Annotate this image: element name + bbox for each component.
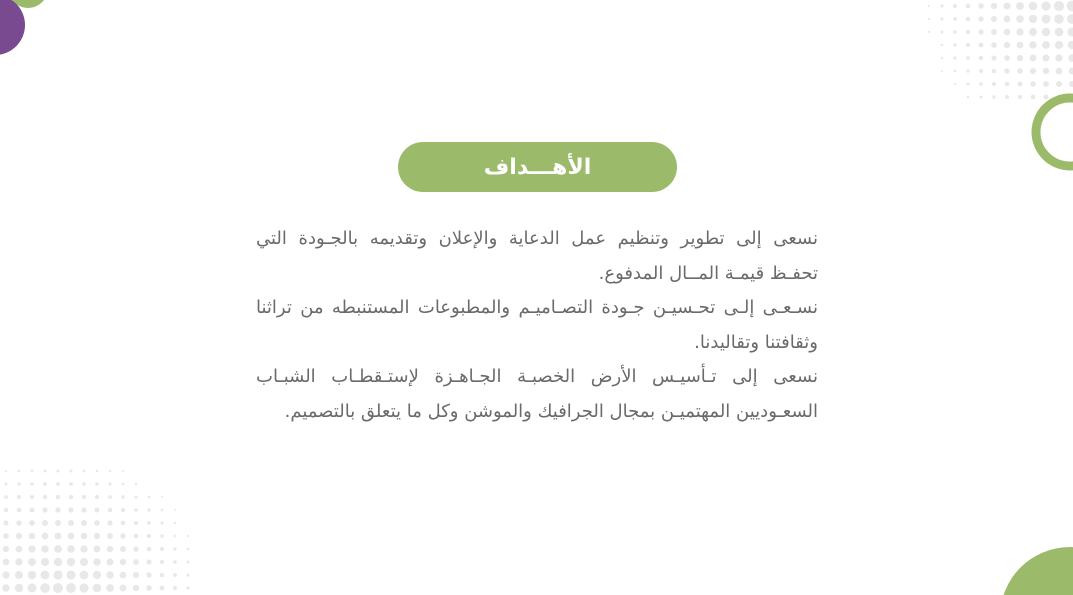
dot <box>29 507 34 512</box>
dot <box>928 18 930 20</box>
dot <box>108 482 111 485</box>
dot <box>93 558 101 566</box>
dot <box>83 470 86 473</box>
dot <box>57 470 60 473</box>
dot <box>42 507 47 512</box>
dot <box>94 520 100 526</box>
section-title-pill <box>398 142 677 192</box>
dot <box>68 520 74 526</box>
dot <box>978 3 983 8</box>
dot <box>173 573 177 577</box>
dot <box>978 29 983 34</box>
dot <box>29 520 35 526</box>
dot <box>44 470 47 473</box>
dot <box>1029 15 1037 23</box>
dot <box>134 534 139 539</box>
dot <box>55 507 60 512</box>
ring-decoration-right <box>1028 90 1073 175</box>
dot <box>28 571 37 580</box>
dot <box>991 55 996 60</box>
dot <box>134 508 138 512</box>
dot <box>161 496 163 498</box>
dot <box>174 522 177 525</box>
dot <box>121 495 125 499</box>
dot <box>41 558 49 566</box>
dot <box>17 482 20 485</box>
dot <box>134 521 138 525</box>
dot <box>134 495 137 498</box>
objective-paragraph: نسـعـى إلـى تحـسيـن جـودة التصـاميـم والمطبوعات المستنبطه من تراثنا وثقافتنا وتقاليدنا. <box>256 297 818 353</box>
dot <box>30 482 34 486</box>
dot <box>1056 68 1063 75</box>
dot <box>966 4 971 9</box>
dot <box>1004 29 1011 36</box>
dot <box>966 43 970 47</box>
dot <box>173 586 177 590</box>
dot <box>54 558 62 566</box>
dot <box>119 584 126 591</box>
dot <box>979 82 983 86</box>
dot <box>28 558 36 566</box>
dot <box>120 572 127 579</box>
dot <box>1068 41 1073 49</box>
dot <box>1018 95 1022 99</box>
dot <box>66 570 75 579</box>
dot <box>4 495 8 499</box>
dot <box>67 545 75 553</box>
dot <box>979 43 984 48</box>
dot <box>967 83 970 86</box>
dot <box>1043 81 1049 87</box>
dot <box>69 495 73 499</box>
dot <box>27 583 36 592</box>
dot <box>133 572 139 578</box>
dot <box>187 561 190 564</box>
dot <box>95 508 100 513</box>
dot <box>187 548 190 551</box>
objectives-text <box>256 222 818 429</box>
dot <box>3 533 9 539</box>
dot <box>160 586 165 591</box>
dot <box>81 520 87 526</box>
dot <box>18 470 21 473</box>
dot <box>1069 68 1073 75</box>
dot <box>941 57 943 59</box>
dot <box>17 495 21 499</box>
dot <box>954 83 956 85</box>
dot <box>953 4 957 8</box>
dot <box>66 583 76 593</box>
dot <box>1029 41 1036 48</box>
dot <box>173 560 177 564</box>
dot <box>1042 54 1049 61</box>
dot <box>108 495 112 499</box>
dot <box>79 583 88 592</box>
dot <box>96 470 99 473</box>
dot <box>1068 54 1073 62</box>
dot <box>146 572 151 577</box>
dot <box>992 95 996 99</box>
dot <box>1004 68 1009 73</box>
dot <box>41 545 49 553</box>
dot <box>148 496 151 499</box>
dot <box>122 483 125 486</box>
dot <box>94 546 101 553</box>
dot <box>991 3 997 9</box>
dot <box>967 96 969 98</box>
dot <box>991 29 997 35</box>
dot <box>1017 42 1024 49</box>
dot <box>4 482 7 485</box>
dot <box>1043 68 1049 74</box>
dot <box>109 470 111 472</box>
dot <box>106 558 113 565</box>
dot <box>1067 27 1073 36</box>
dot <box>69 482 73 486</box>
dot <box>1016 28 1023 35</box>
dot <box>80 545 87 552</box>
dot <box>121 521 126 526</box>
dot <box>56 482 60 486</box>
dot <box>186 573 189 576</box>
dot <box>966 56 970 60</box>
dot <box>1029 2 1038 11</box>
dot <box>147 534 151 538</box>
dot <box>953 30 957 34</box>
dot <box>1017 68 1023 74</box>
dot <box>121 508 125 512</box>
dot <box>55 520 61 526</box>
dot <box>953 17 957 21</box>
dot <box>187 535 189 537</box>
objective-paragraph: نسعى إلى تـأسيـس الأرض الخصبـة الجـاهـزة لإستـقطـاب الشبـاب السعـوديين المهتميـن بمجال الجرافيك والموشن وكل ما يتعلق بالتصميم. <box>256 366 818 422</box>
dot <box>93 571 101 579</box>
dot <box>991 16 997 22</box>
dot <box>173 547 176 550</box>
dot <box>107 520 112 525</box>
dot <box>16 533 22 539</box>
dot <box>135 483 137 485</box>
dot <box>1016 15 1024 23</box>
dot <box>941 31 944 34</box>
dot <box>93 584 102 593</box>
dot <box>147 547 152 552</box>
dot-pattern-bottom-left <box>0 465 190 595</box>
dot <box>94 533 100 539</box>
corner-decoration-top-left <box>0 0 60 70</box>
dot <box>133 559 139 565</box>
dot <box>42 533 49 540</box>
dot <box>1017 55 1023 61</box>
dot <box>1067 1 1073 12</box>
dot <box>992 69 997 74</box>
dot <box>42 520 48 526</box>
dot <box>28 545 35 552</box>
dot <box>29 533 36 540</box>
dot <box>68 533 75 540</box>
dot <box>133 546 138 551</box>
dot <box>1003 2 1010 9</box>
dot <box>106 584 114 592</box>
dot <box>43 482 47 486</box>
dot <box>147 508 150 511</box>
dot <box>160 573 165 578</box>
dot <box>992 82 996 86</box>
dot <box>991 42 997 48</box>
dot <box>5 470 7 472</box>
dot <box>106 571 114 579</box>
dot <box>174 509 176 511</box>
dot <box>1004 42 1010 48</box>
dot <box>2 584 10 592</box>
dot <box>1041 1 1050 10</box>
dot <box>928 31 930 33</box>
dot <box>30 495 34 499</box>
dot <box>1029 28 1037 36</box>
dot <box>966 17 971 22</box>
dot <box>120 533 125 538</box>
dot <box>82 495 86 499</box>
dot <box>31 470 34 473</box>
dot <box>67 558 75 566</box>
dot <box>1054 14 1064 24</box>
dot <box>1041 14 1050 23</box>
corner-decoration-bottom-right <box>998 545 1073 595</box>
dot <box>53 583 63 593</box>
dot <box>953 56 956 59</box>
dot <box>2 571 9 578</box>
dot <box>107 533 113 539</box>
dot <box>95 482 98 485</box>
dot <box>174 535 177 538</box>
dot <box>95 495 99 499</box>
dot <box>68 507 73 512</box>
dot <box>81 533 88 540</box>
dot <box>120 559 126 565</box>
dot <box>940 17 943 20</box>
dot <box>161 509 164 512</box>
dot <box>1067 14 1073 24</box>
dot <box>56 495 61 500</box>
dot <box>966 69 969 72</box>
dot <box>940 4 943 7</box>
dot <box>120 546 126 552</box>
dot <box>1004 16 1011 23</box>
dot <box>41 571 50 580</box>
dot <box>1005 82 1010 87</box>
dot <box>147 521 151 525</box>
dot <box>1055 54 1062 61</box>
dot <box>1069 81 1073 87</box>
dot <box>16 546 23 553</box>
dot <box>1055 41 1063 49</box>
dot <box>978 16 983 21</box>
dot <box>1042 28 1050 36</box>
dot <box>55 533 62 540</box>
dot <box>146 585 152 591</box>
dot <box>17 508 22 513</box>
dot <box>928 5 930 7</box>
dot <box>1030 68 1036 74</box>
dot <box>133 585 139 591</box>
dot <box>160 521 163 524</box>
dot <box>160 560 164 564</box>
dot <box>1056 81 1062 87</box>
dot <box>979 69 983 73</box>
objective-paragraph: نسعى إلى تطوير وتنظيم عمل الدعاية والإعلان وتقديمه بالجـودة التي تحفـظ قيمـة المــال المدفوع. <box>256 228 818 284</box>
dot <box>186 586 189 589</box>
dot <box>4 508 8 512</box>
dot <box>941 44 944 47</box>
dot <box>54 545 62 553</box>
dot <box>16 520 22 526</box>
dot <box>146 559 151 564</box>
dot <box>15 571 23 579</box>
dot <box>941 70 943 72</box>
dot <box>15 584 23 592</box>
dot <box>3 520 8 525</box>
dot <box>80 571 89 580</box>
dot <box>1005 95 1009 99</box>
dot <box>3 559 10 566</box>
dot <box>70 470 73 473</box>
dot <box>966 30 970 34</box>
dot <box>160 534 164 538</box>
dot <box>43 495 47 499</box>
dot <box>107 546 114 553</box>
dot <box>1004 55 1010 61</box>
dot <box>954 70 957 73</box>
dot <box>1030 55 1037 62</box>
dot <box>1054 1 1064 11</box>
dot <box>160 547 164 551</box>
dot <box>980 96 983 99</box>
dot <box>40 583 50 593</box>
dot <box>15 558 22 565</box>
dot <box>108 508 113 513</box>
section-title: الأهـــداف <box>483 154 592 180</box>
dot <box>122 470 124 472</box>
dot <box>953 43 956 46</box>
dot <box>1055 28 1064 37</box>
dot <box>82 482 86 486</box>
dot <box>1017 81 1022 86</box>
dot <box>1016 2 1024 10</box>
dot <box>1030 81 1035 86</box>
dot <box>80 558 88 566</box>
dot <box>3 546 9 552</box>
dot <box>979 56 983 60</box>
dot <box>1042 41 1050 49</box>
dot <box>53 570 62 579</box>
dot <box>81 507 86 512</box>
